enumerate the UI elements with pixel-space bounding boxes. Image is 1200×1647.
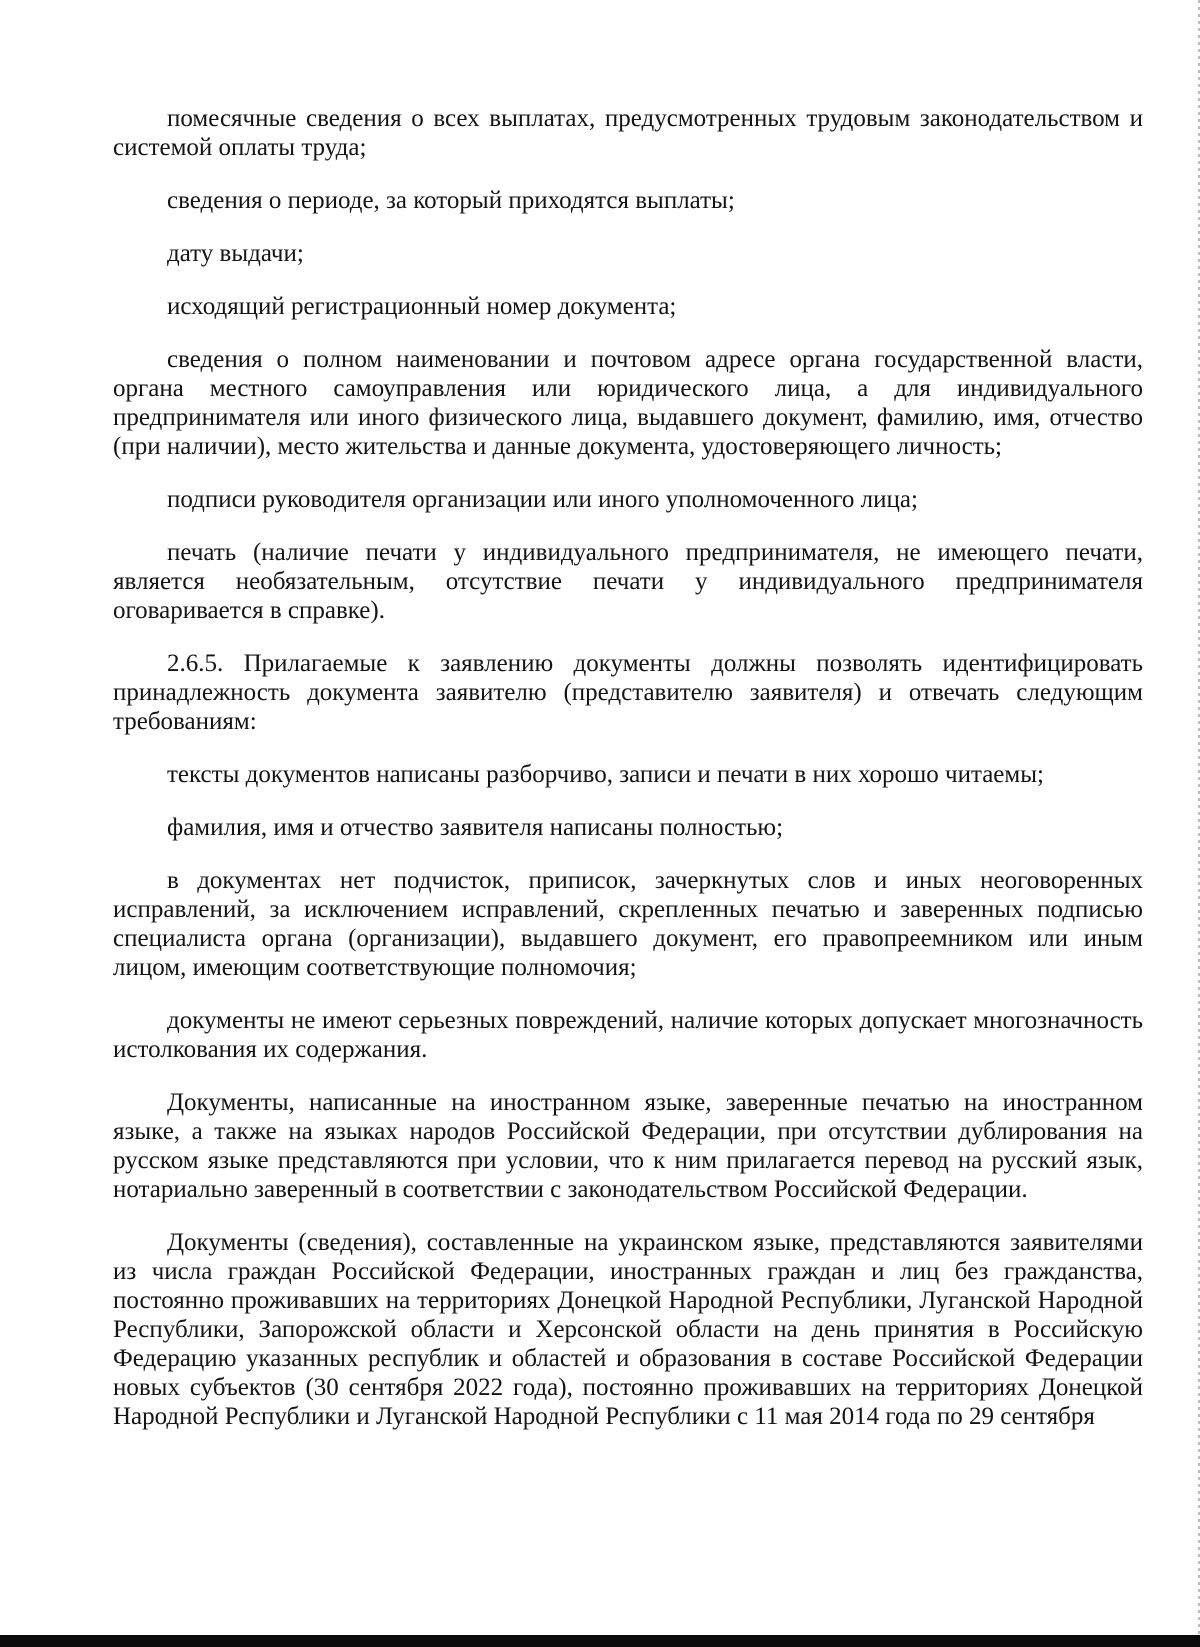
paragraph-payment-period: сведения о периоде, за который приходятся выплаты;	[167, 187, 735, 214]
paragraph-seal: печать (наличие печати у индивидуального предпринимателя, не имеющего печати, является необязательным, отсутствие печати у индивидуального предпринимателя оговаривается в справке).	[113, 539, 1143, 624]
paragraph-registration-number: исходящий регистрационный номер документа;	[167, 293, 677, 320]
paragraph-no-damage: документы не имеют серьезных повреждений, наличие которых допускает многозначность истолкования их содержания.	[113, 1007, 1143, 1063]
paragraph-foreign-language: Документы, написанные на иностранном языке, заверенные печатью на иностранном языке, а также на языках народов Российской Федерации, при отсутствии дублирования на русском языке представляются при условии, что к ним прилагается перевод на русский язык, нотариально заверенный в соответствии с законодательством Российской Федерации.	[113, 1089, 1143, 1203]
paragraph-ukrainian-language: Документы (сведения), составленные на украинском языке, представляются заявителями из числа граждан Российской Федерации, иностранных граждан и лиц без гражданства, постоянно проживавших на территориях Донецкой Народной Республики, Луганской Народной Республики, Запорожской области и Херсонской области на день принятия в Российскую Федерацию указанных республик и областей и образования в составе Российской Федерации новых субъектов (30 сентября 2022 года), постоянно проживавших на территориях Донецкой Народной Республики и Луганской Народной Республики с 11 мая 2014 года по 29 сентября	[113, 1229, 1143, 1430]
paragraph-no-corrections: в документах нет подчисток, приписок, зачеркнутых слов и иных неоговоренных исправлений, за исключением исправлений, скрепленных печатью и заверенных подписью специалиста органа (организации), выдавшего документ, его правопреемником или иным лицом, имеющим соответствующие полномочия;	[113, 867, 1143, 981]
paragraph-monthly-payments: помесячные сведения о всех выплатах, предусмотренных трудовым законодательством и системой оплаты труда;	[113, 105, 1143, 161]
document-body	[113, 104, 1143, 1454]
paragraph-full-name: фамилия, имя и отчество заявителя написаны полностью;	[167, 814, 784, 841]
paragraph-legible-texts: тексты документов написаны разборчиво, записи и печати в них хорошо читаемы;	[167, 761, 1044, 788]
paragraph-section-2-6-5: 2.6.5. Прилагаемые к заявлению документы должны позволять идентифицировать принадлежность документа заявителю (представителю заявителя) и отвечать следующим требованиям:	[113, 650, 1143, 735]
paragraph-signatures: подписи руководителя организации или иного уполномоченного лица;	[167, 486, 918, 513]
scan-bottom-edge	[0, 1635, 1200, 1647]
paragraph-issue-date: дату выдачи;	[167, 240, 304, 267]
paragraph-issuer-details: сведения о полном наименовании и почтовом адресе органа государственной власти, органа местного самоуправления или юридического лица, а для индивидуального предпринимателя или иного физического лица, выдавшего документ, фамилию, имя, отчество (при наличии), место жительства и данные документа, удостоверяющего личность;	[113, 346, 1143, 460]
